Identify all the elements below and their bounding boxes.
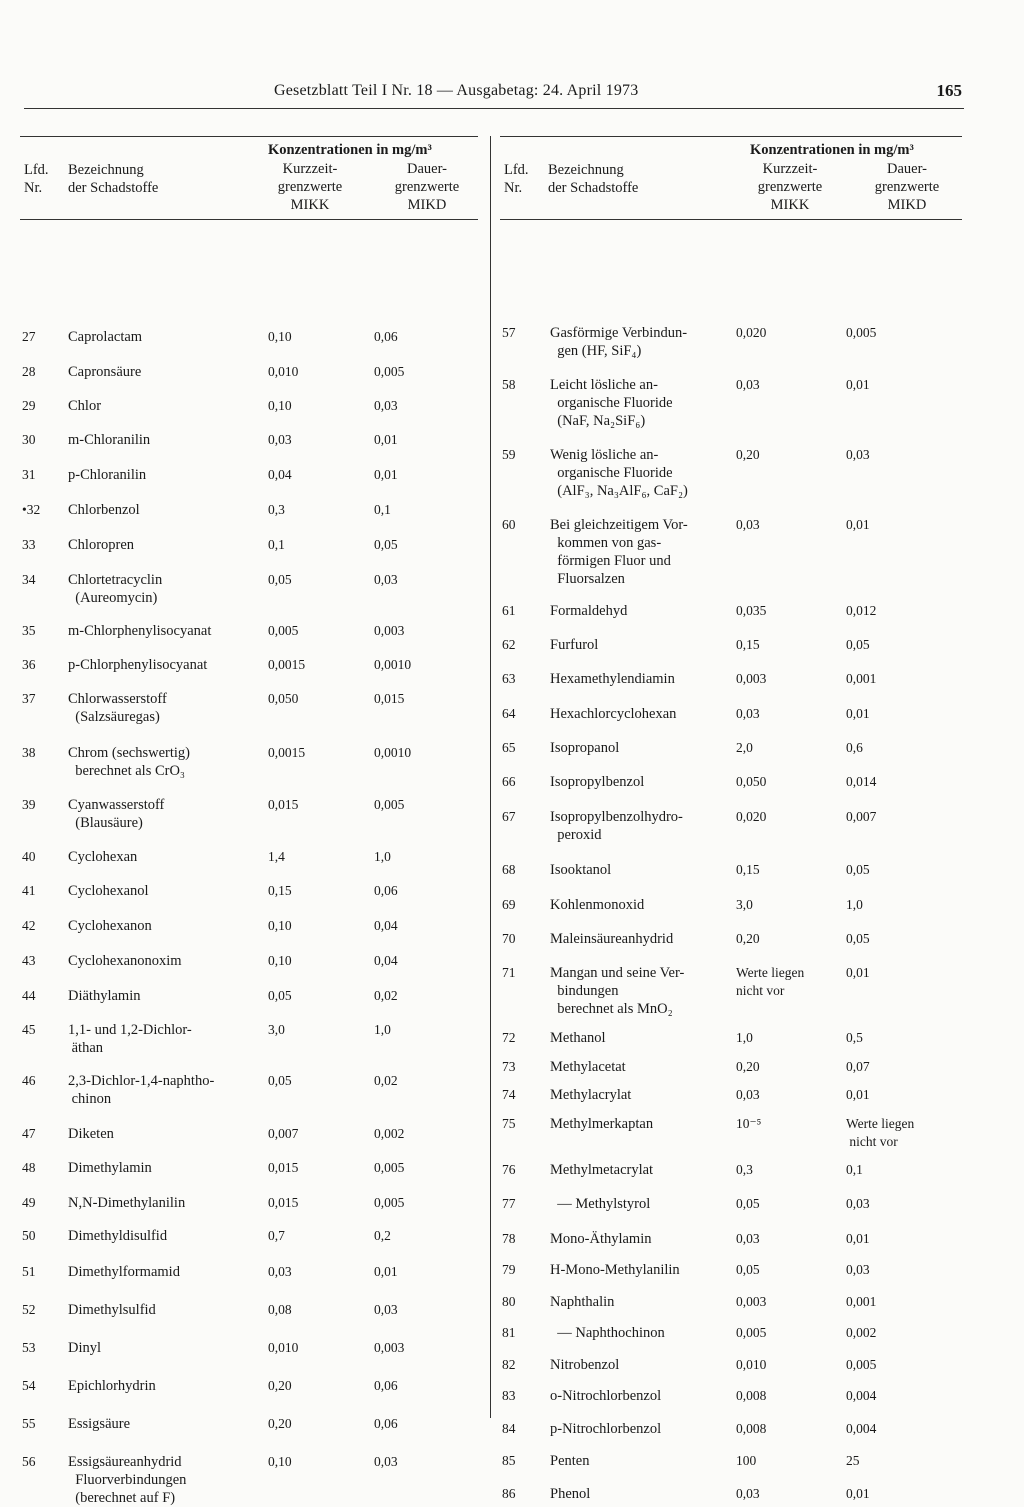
row-number: 28 — [22, 364, 36, 379]
kurzzeit-value: 0,003 — [736, 1294, 767, 1309]
substance-name: Bei gleichzeitigem Vor- kommen von gas- förmigen Fluor und Fluorsalzen — [550, 517, 688, 587]
substance-name: Caprolactam — [68, 329, 143, 345]
kurzzeit-value: 0,04 — [268, 467, 292, 482]
substance-name: Essigsäureanhydrid Fluorverbindungen (berechnet auf F) — [68, 1454, 187, 1506]
substance-name: Diäthylamin — [68, 988, 141, 1004]
substance-name: Chlorwasserstoff (Salzsäuregas) — [68, 691, 167, 725]
row-number: 48 — [22, 1160, 36, 1175]
substance-name: Penten — [550, 1453, 590, 1469]
row-number: 83 — [502, 1388, 516, 1403]
kurzzeit-value: 0,03 — [268, 1264, 292, 1279]
substance-name: — Methylstyrol — [550, 1196, 651, 1212]
dauer-value: 0,0010 — [374, 657, 412, 672]
kurzzeit-value: 0,050 — [268, 691, 299, 706]
substance-name: Gasförmige Verbindun- gen (HF, SiF₄) — [550, 325, 688, 359]
substance-name: Methanol — [550, 1030, 606, 1046]
header-konzentrationen: Konzentrationen in mg/m³ — [750, 142, 914, 158]
substance-name: Cyclohexanonoxim — [68, 953, 182, 969]
dauer-value: 0,05 — [846, 931, 870, 946]
substance-name: Dimethylamin — [68, 1160, 152, 1176]
substance-name: Furfurol — [550, 637, 599, 653]
row-number: 65 — [502, 740, 516, 755]
dauer-value: 0,001 — [846, 1294, 877, 1309]
substance-name: Hexachlorcyclohexan — [550, 706, 677, 722]
substance-name: Dimethylformamid — [68, 1264, 180, 1280]
substance-name: Methylacrylat — [550, 1087, 632, 1103]
substance-name: Formaldehyd — [550, 603, 628, 619]
kurzzeit-value: 0,05 — [736, 1262, 760, 1277]
row-number: 70 — [502, 931, 516, 946]
row-number: 52 — [22, 1302, 36, 1317]
kurzzeit-value: 0,10 — [268, 918, 292, 933]
dauer-value: 0,012 — [846, 603, 877, 618]
dauer-value: 0,06 — [374, 1378, 398, 1393]
kurzzeit-value: 0,007 — [268, 1126, 299, 1141]
dauer-value: 0,05 — [846, 862, 870, 877]
row-number: 82 — [502, 1357, 516, 1372]
substance-name: 2,3-Dichlor-1,4-naphtho- chinon — [68, 1073, 215, 1107]
kurzzeit-value: 0,10 — [268, 1454, 292, 1469]
dauer-value: 25 — [846, 1453, 860, 1468]
kurzzeit-value: 0,003 — [736, 671, 767, 686]
row-number: 39 — [22, 797, 36, 812]
substance-name: Chloropren — [68, 537, 135, 553]
dauer-value: 0,03 — [374, 572, 398, 587]
row-number: •32 — [22, 502, 41, 517]
dauer-value: 0,03 — [374, 1454, 398, 1469]
row-number: 51 — [22, 1264, 36, 1279]
kurzzeit-value: 0,05 — [268, 988, 292, 1003]
kurzzeit-value: 0,15 — [268, 883, 292, 898]
dauer-value: 0,1 — [374, 502, 391, 517]
substance-name: Dinyl — [68, 1340, 102, 1356]
row-number: 36 — [22, 657, 36, 672]
row-number: 85 — [502, 1453, 516, 1468]
dauer-value: 0,005 — [374, 1195, 405, 1210]
substance-name: Dimethyldisulfid — [68, 1228, 168, 1244]
dauer-value: 0,005 — [374, 364, 405, 379]
dauer-value: 0,03 — [846, 447, 870, 462]
row-number: 56 — [22, 1454, 36, 1469]
substance-name: N,N-Dimethylanilin — [68, 1195, 186, 1211]
row-number: 69 — [502, 897, 516, 912]
dauer-value: 0,015 — [374, 691, 405, 706]
table-header — [20, 136, 478, 220]
header-dauer: Dauer- grenzwerte MIKD — [874, 161, 940, 213]
substance-name: H-Mono-Methylanilin — [550, 1262, 680, 1278]
kurzzeit-value: 0,005 — [268, 623, 299, 638]
dauer-value: 0,02 — [374, 1073, 398, 1088]
row-number: 76 — [502, 1162, 516, 1177]
row-number: 72 — [502, 1030, 516, 1045]
dauer-value: 0,03 — [846, 1262, 870, 1277]
kurzzeit-value: 0,0015 — [268, 657, 306, 672]
kurzzeit-value: 0,015 — [268, 797, 299, 812]
kurzzeit-value: 0,20 — [736, 447, 760, 462]
kurzzeit-value: 0,03 — [268, 432, 292, 447]
right-table — [500, 136, 962, 1502]
dauer-value: 0,003 — [374, 623, 405, 638]
row-number: 49 — [22, 1195, 36, 1210]
substance-name: Leicht lösliche an- organische Fluoride (NaF, Na₂SiF₆) — [550, 377, 673, 429]
dauer-value: 0,07 — [846, 1059, 870, 1074]
header-bezeichnung: Bezeichnung der Schadstoffe — [548, 162, 639, 196]
substance-name: Cyanwasserstoff (Blausäure) — [68, 797, 165, 831]
kurzzeit-value: 0,010 — [736, 1357, 767, 1372]
substance-name: Essigsäure — [68, 1416, 131, 1432]
substance-name: Mono-Äthylamin — [550, 1231, 652, 1247]
kurzzeit-value: Werte liegen nicht vor — [736, 965, 805, 998]
kurzzeit-value: 0,005 — [736, 1325, 767, 1340]
header-kurzzeit: Kurzzeit- grenzwerte MIKK — [757, 161, 823, 213]
kurzzeit-value: 0,10 — [268, 398, 292, 413]
dauer-value: 0,04 — [374, 918, 398, 933]
substance-name: 1,1- und 1,2-Dichlor- äthan — [68, 1022, 192, 1056]
dauer-value: 0,01 — [846, 377, 870, 392]
substance-name: Cyclohexan — [68, 849, 138, 865]
row-number: 42 — [22, 918, 36, 933]
row-number: 33 — [22, 537, 36, 552]
kurzzeit-value: 0,010 — [268, 364, 299, 379]
dauer-value: 0,6 — [846, 740, 863, 755]
row-number: 84 — [502, 1421, 516, 1436]
dauer-value: 0,06 — [374, 1416, 398, 1431]
row-number: 50 — [22, 1228, 36, 1243]
dauer-value: 0,002 — [846, 1325, 877, 1340]
row-number: 30 — [22, 432, 36, 447]
row-number: 60 — [502, 517, 516, 532]
header-lfd-nr: Lfd. Nr. — [504, 162, 529, 196]
substance-name: Chlor — [68, 398, 102, 414]
substance-name: Mangan und seine Ver- bindungen berechnet als MnO₂ — [550, 965, 685, 1017]
page-header — [24, 78, 964, 109]
row-number: 43 — [22, 953, 36, 968]
substance-name: Chlorbenzol — [68, 502, 140, 518]
kurzzeit-value: 3,0 — [268, 1022, 285, 1037]
dauer-value: 0,014 — [846, 774, 877, 789]
row-number: 62 — [502, 637, 516, 652]
row-number: 74 — [502, 1087, 516, 1102]
kurzzeit-value: 0,008 — [736, 1421, 767, 1436]
row-number: 68 — [502, 862, 516, 877]
dauer-value: 0,01 — [846, 517, 870, 532]
row-number: 47 — [22, 1126, 36, 1141]
substance-name: Cyclohexanol — [68, 883, 149, 899]
dauer-value: 1,0 — [374, 849, 391, 864]
kurzzeit-value: 0,015 — [268, 1160, 299, 1175]
header-kurzzeit: Kurzzeit- grenzwerte MIKK — [277, 161, 343, 213]
row-number: 40 — [22, 849, 36, 864]
row-number: 38 — [22, 745, 36, 760]
row-number: 29 — [22, 398, 36, 413]
kurzzeit-value: 1,0 — [736, 1030, 753, 1045]
dauer-value: 0,01 — [374, 432, 398, 447]
row-number: 86 — [502, 1486, 516, 1501]
kurzzeit-value: 0,10 — [268, 329, 292, 344]
dauer-value: 0,007 — [846, 809, 877, 824]
header-bezeichnung: Bezeichnung der Schadstoffe — [68, 162, 159, 196]
dauer-value: 0,02 — [374, 988, 398, 1003]
dauer-value: 0,06 — [374, 329, 398, 344]
substance-name: Maleinsäureanhydrid — [550, 931, 674, 947]
dauer-value: 0,005 — [846, 325, 877, 340]
dauer-value: 0,01 — [846, 1486, 870, 1501]
substance-name: Kohlenmonoxid — [550, 897, 645, 913]
row-number: 54 — [22, 1378, 36, 1393]
dauer-value: 0,2 — [374, 1228, 391, 1243]
substance-name: Epichlorhydrin — [68, 1378, 156, 1394]
dauer-value: Werte liegen nicht vor — [846, 1116, 915, 1149]
dauer-value: 0,0010 — [374, 745, 412, 760]
kurzzeit-value: 0,08 — [268, 1302, 292, 1317]
dauer-value: 0,05 — [846, 637, 870, 652]
kurzzeit-value: 0,020 — [736, 325, 767, 340]
dauer-value: 0,002 — [374, 1126, 405, 1141]
dauer-value: 0,05 — [374, 537, 398, 552]
substance-name: Wenig lösliche an- organische Fluoride (AlF₃, Na₃AlF₆, CaF₂) — [550, 447, 688, 499]
kurzzeit-value: 10⁻⁵ — [736, 1116, 762, 1131]
substance-name: Capronsäure — [68, 364, 142, 380]
dauer-value: 0,04 — [374, 953, 398, 968]
dauer-value: 0,06 — [374, 883, 398, 898]
kurzzeit-value: 0,3 — [268, 502, 285, 517]
row-number: 79 — [502, 1262, 516, 1277]
substance-name: m-Chlorphenylisocyanat — [68, 623, 212, 639]
substance-name: Isopropylbenzol — [550, 774, 645, 790]
dauer-value: 0,004 — [846, 1421, 877, 1436]
dauer-value: 0,003 — [374, 1340, 405, 1355]
header-konzentrationen: Konzentrationen in mg/m³ — [268, 142, 432, 158]
kurzzeit-value: 0,15 — [736, 862, 760, 877]
row-number: 44 — [22, 988, 36, 1003]
table-header — [500, 136, 962, 220]
kurzzeit-value: 0,035 — [736, 603, 767, 618]
kurzzeit-value: 0,05 — [736, 1196, 760, 1211]
row-number: 71 — [502, 965, 516, 980]
kurzzeit-value: 0,7 — [268, 1228, 285, 1243]
row-number: 73 — [502, 1059, 516, 1074]
kurzzeit-value: 0,10 — [268, 953, 292, 968]
substance-name: Phenol — [550, 1486, 591, 1502]
kurzzeit-value: 0,1 — [268, 537, 285, 552]
kurzzeit-value: 0,008 — [736, 1388, 767, 1403]
row-number: 66 — [502, 774, 516, 789]
kurzzeit-value: 0,010 — [268, 1340, 299, 1355]
substance-name: Isopropylbenzolhydro- peroxid — [550, 809, 683, 843]
substance-name: Hexamethylendiamin — [550, 671, 675, 687]
dauer-value: 0,03 — [374, 398, 398, 413]
kurzzeit-value: 0,03 — [736, 1231, 760, 1246]
dauer-value: 1,0 — [374, 1022, 391, 1037]
dauer-value: 0,005 — [374, 1160, 405, 1175]
kurzzeit-value: 0,03 — [736, 377, 760, 392]
substance-name: Methylmetacrylat — [550, 1162, 654, 1178]
row-number: 81 — [502, 1325, 516, 1340]
substance-name: Isooktanol — [550, 862, 612, 878]
dauer-value: 0,03 — [374, 1302, 398, 1317]
row-number: 59 — [502, 447, 516, 462]
row-number: 31 — [22, 467, 36, 482]
kurzzeit-value: 0,20 — [268, 1378, 292, 1393]
row-number: 57 — [502, 325, 516, 340]
kurzzeit-value: 0,03 — [736, 1486, 760, 1501]
kurzzeit-value: 0,050 — [736, 774, 767, 789]
dauer-value: 0,005 — [846, 1357, 877, 1372]
row-number: 80 — [502, 1294, 516, 1309]
substance-name: — Naphthochinon — [550, 1325, 665, 1341]
substance-name: Chlortetracyclin (Aureomycin) — [68, 572, 163, 606]
kurzzeit-value: 0,03 — [736, 706, 760, 721]
substance-name: p-Nitrochlorbenzol — [550, 1421, 662, 1437]
dauer-value: 0,01 — [846, 1087, 870, 1102]
row-number: 34 — [22, 572, 36, 587]
dauer-value: 0,1 — [846, 1162, 863, 1177]
substance-name: Nitrobenzol — [550, 1357, 620, 1373]
dauer-value: 0,03 — [846, 1196, 870, 1211]
row-number: 58 — [502, 377, 516, 392]
column-divider — [490, 136, 491, 1418]
kurzzeit-value: 3,0 — [736, 897, 753, 912]
header-lfd-nr: Lfd. Nr. — [24, 162, 49, 196]
kurzzeit-value: 0,020 — [736, 809, 767, 824]
dauer-value: 0,5 — [846, 1030, 863, 1045]
substance-name: Methylmerkaptan — [550, 1116, 654, 1132]
row-number: 45 — [22, 1022, 36, 1037]
row-number: 63 — [502, 671, 516, 686]
substance-name: m-Chloranilin — [68, 432, 151, 448]
substance-name: Dimethylsulfid — [68, 1302, 156, 1318]
kurzzeit-value: 0,15 — [736, 637, 760, 652]
substance-name: p-Chloranilin — [68, 467, 147, 483]
row-number: 75 — [502, 1116, 516, 1131]
substance-name: Naphthalin — [550, 1294, 615, 1310]
kurzzeit-value: 2,0 — [736, 740, 753, 755]
substance-name: Chrom (sechswertig) berechnet als CrO₃ — [68, 745, 191, 779]
kurzzeit-value: 0,20 — [736, 1059, 760, 1074]
row-number: 55 — [22, 1416, 36, 1431]
dauer-value: 0,01 — [846, 706, 870, 721]
page-number: 165 — [936, 81, 962, 100]
dauer-value: 0,01 — [374, 467, 398, 482]
kurzzeit-value: 0,20 — [736, 931, 760, 946]
kurzzeit-value: 0,05 — [268, 572, 292, 587]
row-number: 41 — [22, 883, 36, 898]
dauer-value: 0,01 — [374, 1264, 398, 1279]
left-table — [20, 136, 478, 1506]
row-number: 61 — [502, 603, 516, 618]
row-number: 27 — [22, 329, 36, 344]
dauer-value: 0,01 — [846, 1231, 870, 1246]
kurzzeit-value: 0,20 — [268, 1416, 292, 1431]
dauer-value: 0,005 — [374, 797, 405, 812]
kurzzeit-value: 0,03 — [736, 517, 760, 532]
row-number: 46 — [22, 1073, 36, 1088]
dauer-value: 0,001 — [846, 671, 877, 686]
kurzzeit-value: 0,0015 — [268, 745, 306, 760]
dauer-value: 0,01 — [846, 965, 870, 980]
row-number: 77 — [502, 1196, 516, 1211]
row-number: 78 — [502, 1231, 516, 1246]
row-number: 53 — [22, 1340, 36, 1355]
row-number: 37 — [22, 691, 36, 706]
substance-name: p-Chlorphenylisocyanat — [68, 657, 208, 673]
kurzzeit-value: 0,3 — [736, 1162, 753, 1177]
substance-name: o-Nitrochlorbenzol — [550, 1388, 662, 1404]
header-title: Gesetzblatt Teil I Nr. 18 — Ausgabetag: 24. April 1973 — [274, 82, 639, 99]
dauer-value: 0,004 — [846, 1388, 877, 1403]
substance-name: Isopropanol — [550, 740, 620, 756]
substance-name: Methylacetat — [550, 1059, 626, 1075]
substance-name: Cyclohexanon — [68, 918, 152, 934]
header-dauer: Dauer- grenzwerte MIKD — [394, 161, 460, 213]
substance-name: Diketen — [68, 1126, 114, 1142]
kurzzeit-value: 100 — [736, 1453, 757, 1468]
kurzzeit-value: 1,4 — [268, 849, 285, 864]
row-number: 35 — [22, 623, 36, 638]
row-number: 64 — [502, 706, 516, 721]
kurzzeit-value: 0,03 — [736, 1087, 760, 1102]
kurzzeit-value: 0,015 — [268, 1195, 299, 1210]
kurzzeit-value: 0,05 — [268, 1073, 292, 1088]
row-number: 67 — [502, 809, 516, 824]
dauer-value: 1,0 — [846, 897, 863, 912]
